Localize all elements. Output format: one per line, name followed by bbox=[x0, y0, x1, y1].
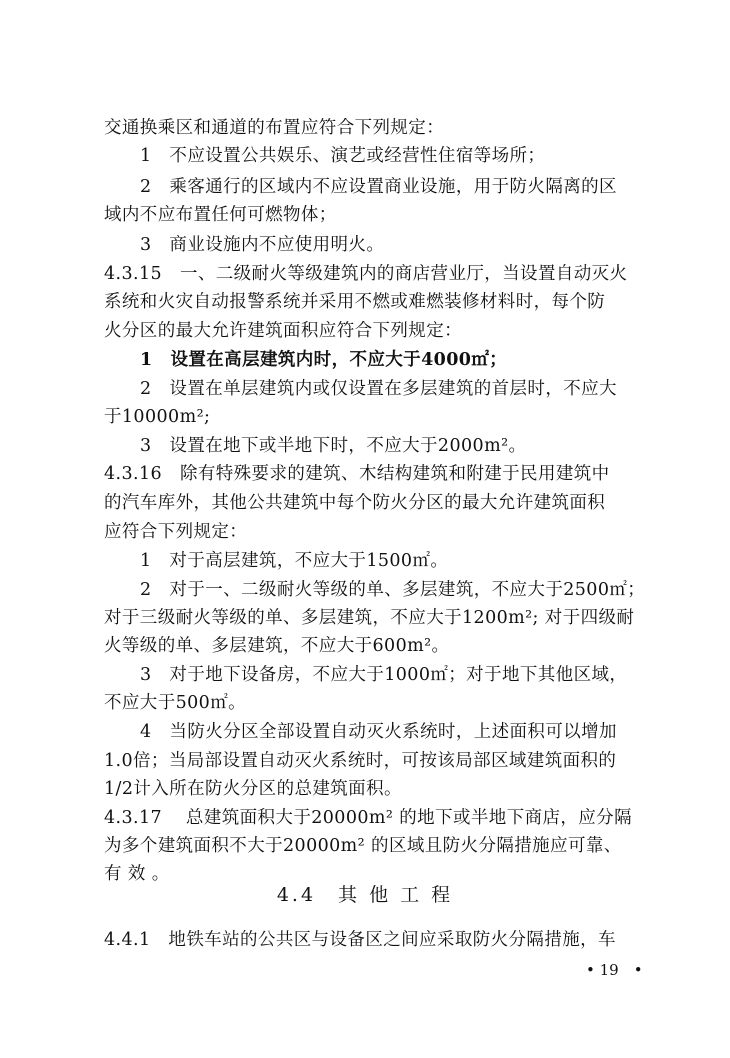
list-item: 2 设置在单层建筑内或仅设置在多层建筑的首层时，不应大 bbox=[140, 379, 617, 399]
list-item: 2 乘客通行的区域内不应设置商业设施，用于防火隔离的区 bbox=[140, 177, 617, 197]
text-line: 1.0倍；当局部设置自动灭火系统时，可按该局部区域建筑面积的 bbox=[104, 751, 617, 771]
text-line: 于10000m²; bbox=[104, 407, 211, 427]
clause-4-3-15: 4.3.15 一、二级耐火等级建筑内的商店营业厅，当设置自动灭火 bbox=[104, 264, 628, 284]
list-item: 1 设置在高层建筑内时，不应大于4000㎡； bbox=[140, 350, 508, 370]
text-line: 有 效 。 bbox=[104, 864, 170, 884]
page-number: • 19 • bbox=[586, 961, 643, 979]
text-line: 为多个建筑面积不大于20000m² 的区域且防火分隔措施应可靠、 bbox=[104, 836, 622, 856]
list-item: 1 对于高层建筑，不应大于1500㎡。 bbox=[140, 551, 449, 571]
clause-4-4-1: 4.4.1 地铁车站的公共区与设备区之间应采取防火分隔措施，车 bbox=[104, 930, 616, 950]
list-item: 4 当防火分区全部设置自动灭火系统时，上述面积可以增加 bbox=[140, 722, 617, 742]
text-line: 火分区的最大允许建筑面积应符合下列规定： bbox=[104, 321, 462, 341]
text-line: 交通换乘区和通道的布置应符合下列规定： bbox=[104, 118, 445, 138]
clause-4-3-17: 4.3.17 总建筑面积大于20000m² 的地下或半地下商店，应分隔 bbox=[104, 808, 632, 828]
list-item: 1 不应设置公共娱乐、演艺或经营性住宿等场所； bbox=[140, 146, 546, 166]
text-line: 域内不应布置任何可燃物体； bbox=[104, 205, 337, 225]
text-line: 火等级的单、多层建筑，不应大于600m²。 bbox=[104, 636, 450, 656]
list-item: 3 对于地下设备房，不应大于1000㎡；对于地下其他区域， bbox=[140, 665, 628, 685]
clause-4-3-16: 4.3.16 除有特殊要求的建筑、木结构建筑和附建于民用建筑中 bbox=[104, 464, 610, 484]
text-line: 对于三级耐火等级的单、多层建筑，不应大于1200m²; 对于四级耐 bbox=[104, 608, 635, 628]
text-line: 1/2计入所在防火分区的总建筑面积。 bbox=[104, 779, 402, 799]
text-line: 不应大于500㎡。 bbox=[104, 693, 247, 713]
list-item: 3 设置在地下或半地下时，不应大于2000m²。 bbox=[140, 436, 527, 456]
list-item: 2 对于一、二级耐火等级的单、多层建筑，不应大于2500㎡； bbox=[140, 580, 646, 600]
section-heading: 4.4 其 他 工 程 bbox=[276, 884, 454, 906]
text-line: 应符合下列规定： bbox=[104, 522, 248, 542]
list-item: 3 商业设施内不应使用明火。 bbox=[140, 235, 385, 255]
text-line: 系统和火灾自动报警系统并采用不燃或难燃装修材料时，每个防 bbox=[104, 292, 606, 312]
text-line: 的汽车库外，其他公共建筑中每个防火分区的最大允许建筑面积 bbox=[104, 493, 606, 513]
